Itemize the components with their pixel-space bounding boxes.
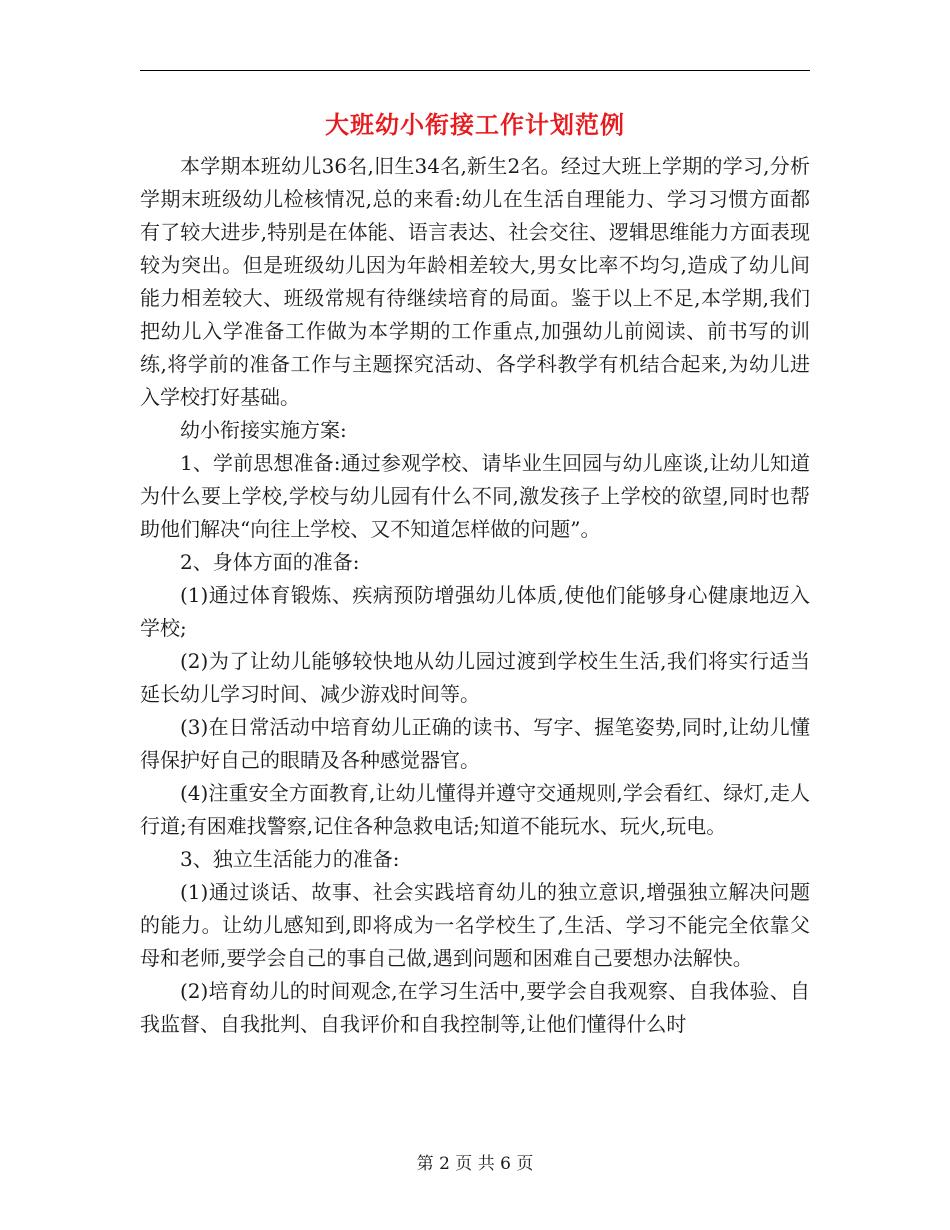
section-3-item-2: (2)培育幼儿的时间观念,在学习生活中,要学会自我观察、自我体验、自我监督、自我批判、自我评价和自我控制等,让他们懂得什么时 [140,979,810,1036]
header-rule [140,70,810,71]
document-body [140,150,810,1041]
document-title: 大班幼小衔接工作计划范例 [325,110,625,139]
section-2-heading: 2、身体方面的准备: [180,550,360,574]
section-1-paragraph: 1、学前思想准备:通过参观学校、请毕业生回园与幼儿座谈,让幼儿知道为什么要上学校,学校与幼儿园有什么不同,激发孩子上学校的欲望,同时也帮助他们解决“向往上学校、又不知道怎样做的问题”。 [140,451,810,541]
section-2-item-2: (2)为了让幼儿能够较快地从幼儿园过渡到学校生生活,我们将实行适当延长幼儿学习时间、减少游戏时间等。 [140,649,810,706]
section-2-item-4: (4)注重安全方面教育,让幼儿懂得并遵守交通规则,学会看红、绿灯,走人行道;有困难找警察,记住各种急救电话;知道不能玩水、玩火,玩电。 [140,781,810,838]
plan-heading: 幼小衔接实施方案: [180,418,347,442]
page-number-footer: 第 2 页 共 6 页 [416,1154,534,1174]
section-2-item-3: (3)在日常活动中培育幼儿正确的读书、写字、握笔姿势,同时,让幼儿懂得保护好自己的眼睛及各种感觉器官。 [140,715,810,772]
section-3-heading: 3、独立生活能力的准备: [180,847,400,871]
intro-paragraph: 本学期本班幼儿36名,旧生34名,新生2名。经过大班上学期的学习,分析学期末班级幼儿检核情况,总的来看:幼儿在生活自理能力、学习习惯方面都有了较大进步,特别是在体能、语言表达、社会交往、逻辑思维能力方面表现较为突出。但是班级幼儿因为年龄相差较大,男女比率不均匀,造成了幼儿间能力相差较大、班级常规有待继续培育的局面。鉴于以上不足,本学期,我们把幼儿入学准备工作做为本学期的工作重点,加强幼儿前阅读、前书写的训练,将学前的准备工作与主题探究活动、各学科教学有机结合起来,为幼儿进入学校打好基础。 [140,154,810,409]
section-3-item-1: (1)通过谈话、故事、社会实践培育幼儿的独立意识,增强独立解决问题的能力。让幼儿感知到,即将成为一名学校生了,生活、学习不能完全依靠父母和老师,要学会自己的事自己做,遇到问题和困难自己要想办法解快。 [140,880,810,970]
section-2-item-1: (1)通过体育锻炼、疾病预防增强幼儿体质,使他们能够身心健康地迈入学校; [140,583,810,640]
